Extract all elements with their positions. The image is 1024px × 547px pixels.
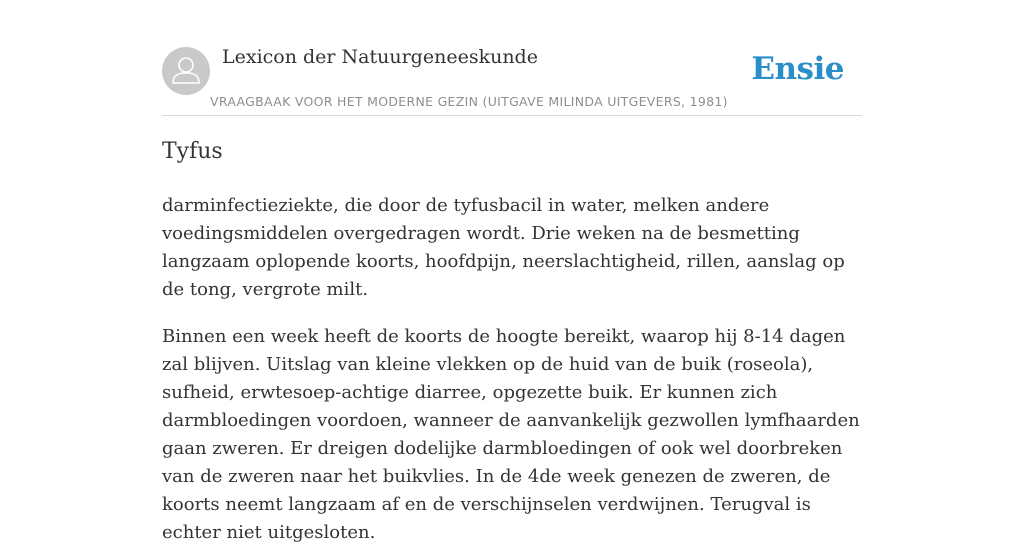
- user-avatar-icon[interactable]: [162, 47, 210, 95]
- article-title: Tyfus: [162, 139, 223, 164]
- ensie-logo[interactable]: Ensie: [751, 51, 844, 87]
- article-paragraph: Binnen een week heeft de koorts de hoogte bereikt, waarop hij 8-14 dagen zal blijven. Uitslag van kleine vlekken op de huid van de buik (roseola), sufheid, erwtesoep-achtige diarree, opgezette buik. Er kunnen zich darmbloedingen voordoen, wanneer de aanvankelijk gezwollen lymfhaarden gaan zweren. Er dreigen dodelijke darmbloedingen of ook wel doorbreken van de zweren naar het buikvlies. In de 4de week genezen de zweren, de koorts neemt langzaam af en de verschijnselen verdwijnen. Terugval is echter niet uitgesloten.: [162, 326, 860, 543]
- article-paragraph: darminfectieziekte, die door de tyfusbacil in water, melken andere voedingsmiddelen overgedragen wordt. Drie weken na de besmetting langzaam oplopende koorts, hoofdpijn, neerslachtigheid, rillen, aanslag op de tong, vergrote milt.: [162, 195, 845, 300]
- source-subtitle: VRAAGBAAK VOOR HET MODERNE GEZIN (UITGAVE MILINDA UITGEVERS, 1981): [210, 94, 728, 109]
- header: [162, 46, 862, 116]
- lexicon-title[interactable]: Lexicon der Natuurgeneeskunde: [222, 46, 538, 68]
